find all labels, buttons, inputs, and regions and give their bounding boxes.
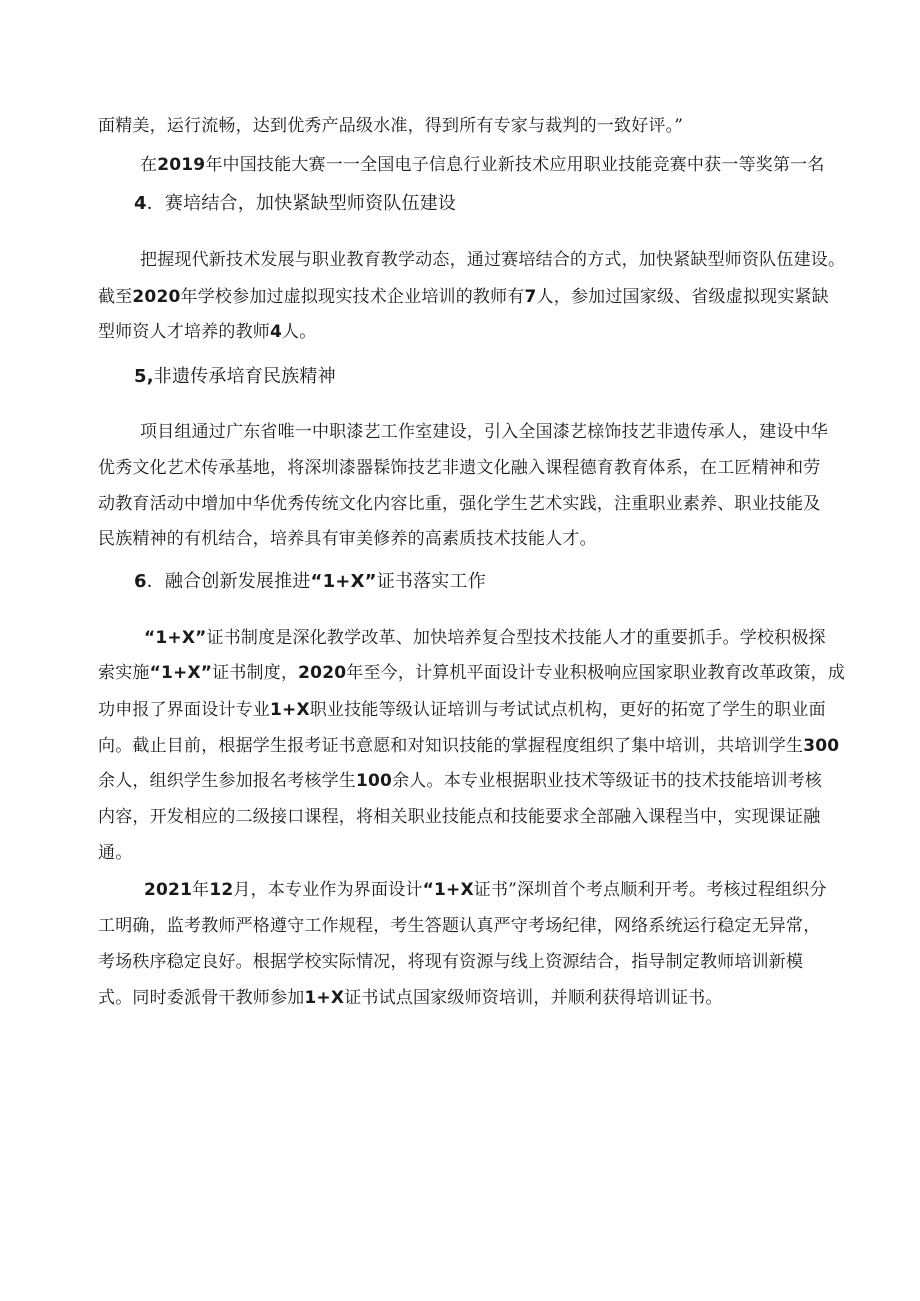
text: 年 [192, 880, 210, 900]
text: 余人。本专业根据职业技术等级证书的技术技能培训考核 [392, 771, 823, 791]
paragraph-line [98, 769, 822, 793]
text: 截至 [98, 287, 133, 307]
text: 通。 [98, 843, 133, 863]
count: 7 [524, 287, 537, 307]
year: 2021 [144, 880, 193, 900]
text: 民族精神的有机结合，培养具有审美修养的高素质技术技能人才。 [98, 529, 597, 549]
text: 优秀文化艺术传承基地，将深圳漆器髹饰技艺非遗文化融入课程德育教育体系，在工匠精神和劳 [98, 458, 821, 478]
code: 1+X [304, 988, 345, 1008]
section-title: 证书落实工作 [376, 571, 486, 592]
paragraph-line [98, 661, 845, 685]
section-number: 4 [134, 193, 147, 214]
paragraph-line [98, 456, 820, 480]
text: 把握现代新技术发展与职业教育教学动态，通过赛培结合的方式，加快紧缺型师资队伍建设。 [140, 250, 846, 270]
text: 型师资人才培养的教师 [98, 322, 270, 342]
month: 12 [209, 880, 234, 900]
paragraph-line [140, 420, 828, 444]
text: 证书制度是深化教学改革、加快培养复合型技术技能人才的重要抓手。学校积极探 [206, 628, 826, 648]
code: “1+X” [149, 663, 213, 683]
paragraph-line [98, 527, 597, 551]
text: 动教育活动中增加中华优秀传统文化内容比重，强化学生艺术实践，注重职业素养、职业技能及 [98, 494, 821, 514]
paragraph-line [140, 248, 845, 272]
code: 1+X [270, 700, 310, 720]
text: 考场秩序稳定良好。根据学校实际情况，将现有资源与线上资源结合，指导制定教师培训新模 [98, 952, 804, 972]
count: 300 [803, 736, 840, 756]
text: 证书制度， [212, 663, 299, 683]
text: 人。 [282, 322, 317, 342]
award-line [140, 153, 825, 177]
section-title: ．融合创新发展推进 [146, 571, 311, 592]
text: 职业技能等级认证培训与考试试点机构，更好的拓宽了学生的职业面 [309, 700, 826, 720]
paragraph-line [98, 492, 820, 516]
section-title: ．赛培结合，加快紧缺型师资队伍建设 [146, 193, 457, 214]
section-title-code: “1+X” [310, 571, 377, 592]
paragraph-line [98, 285, 829, 309]
code: “1+X” [144, 628, 207, 648]
paragraph-line [98, 114, 683, 138]
paragraph-line [98, 698, 826, 722]
section-heading-4 [134, 192, 456, 216]
text: 向。截止目前，根据学生报考证书意愿和对知识技能的掌握程度组织了集中培训，共培训学生 [98, 736, 804, 756]
text: 证书”深圳首个考点顺利开考。考核过程组织分 [473, 880, 827, 900]
text: 功申报了界面设计专业 [98, 700, 270, 720]
section-number: 5, [134, 366, 154, 387]
section-heading-6 [134, 570, 486, 594]
text: 项目组通过广东省唯一中职漆艺工作室建设，引入全国漆艺榇饰技艺非遗传承人，建设中华 [140, 422, 828, 442]
text: 年学校参加过虚拟现实技术企业培训的教师有 [180, 287, 525, 307]
paragraph-line [98, 914, 820, 938]
count: 100 [356, 771, 393, 791]
text: 年至今，计算机平面设计专业积极响应国家职业教育改革政策，成 [346, 663, 846, 683]
section-number: 6 [134, 571, 147, 592]
paragraph-line [144, 626, 826, 650]
text: 式。同时委派骨干教师参加 [98, 988, 305, 1008]
paragraph-line [98, 734, 839, 758]
paragraph-line [98, 805, 820, 829]
section-title: 非遗传承培育民族精神 [153, 366, 336, 387]
text: 余人，组织学生参加报名考核学生 [98, 771, 356, 791]
paragraph-line [98, 320, 316, 344]
paragraph-line [98, 986, 723, 1010]
text: 内容，开发相应的二级接口课程，将相关职业技能点和技能要求全部融入课程当中，实现课证融 [98, 807, 821, 827]
text: 年中国技能大赛一一全国电子信息行业新技术应用职业技能竞赛中获一等奖第一名 [205, 155, 825, 175]
paragraph-line [144, 878, 827, 902]
text: 人，参加过国家级、省级虚拟现实紧缺 [536, 287, 829, 307]
paragraph-line [98, 841, 132, 865]
text: 面精美，运行流畅，达到优秀产品级水准，得到所有专家与裁判的一致好评。” [98, 116, 684, 136]
text: 在 [140, 155, 158, 175]
paragraph-line [98, 950, 803, 974]
text: 月，本专业作为界面设计 [233, 880, 423, 900]
text: 索实施 [98, 663, 150, 683]
text: 证书试点国家级师资培训，并顺利获得培训证书。 [344, 988, 723, 1008]
text: 工明确，监考教师严格遵守工作规程，考生答题认真严守考场纪律，网络系统运行稳定无异常， [98, 916, 821, 936]
year: 2020 [298, 663, 347, 683]
code: “1+X [422, 880, 474, 900]
year: 2019 [157, 155, 206, 175]
section-heading-5 [134, 365, 336, 389]
year: 2020 [132, 287, 181, 307]
count: 4 [270, 322, 283, 342]
